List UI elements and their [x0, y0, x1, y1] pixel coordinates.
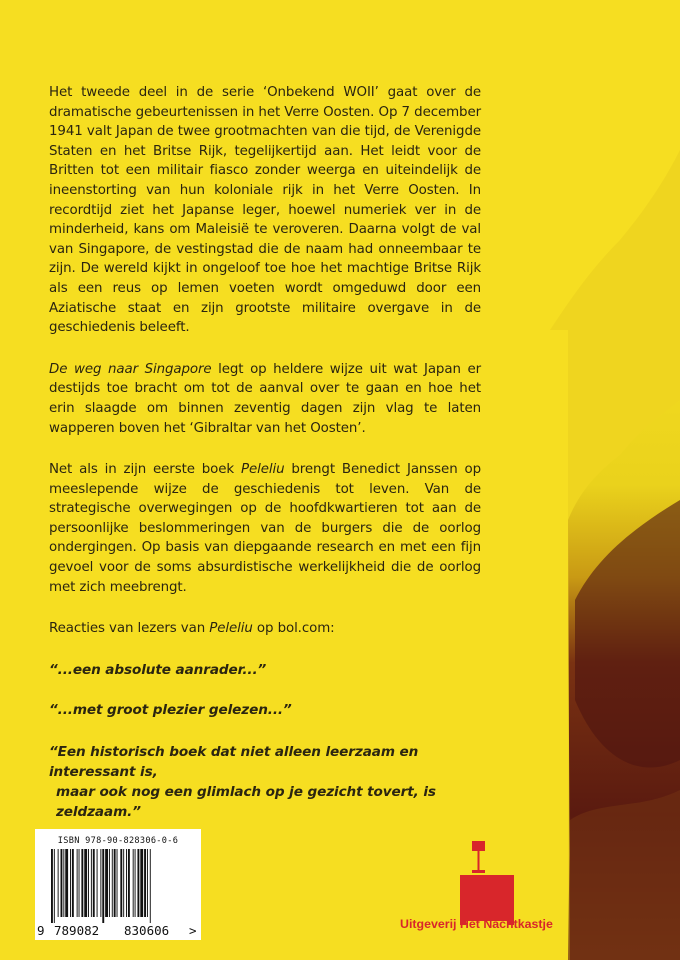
isbn-number: ISBN 978-90-828306-0-6: [57, 836, 179, 846]
quote-line: maar ook nog een glimlach op je gezicht tovert, is zeldzaam.”: [56, 784, 436, 821]
publisher-name: Uitgeverij Het Nachtkastje: [400, 917, 553, 931]
ean-group-2: 830606: [124, 923, 170, 938]
blurb: [49, 83, 481, 843]
review-quote-3: [49, 742, 481, 822]
ean-first-digit: 9: [37, 923, 45, 938]
isbn-barcode: [35, 829, 201, 940]
paragraph-text: Net als in zijn eerste boek: [49, 462, 241, 478]
reviews-intro: [49, 619, 481, 639]
reviews-intro-text: Reacties van lezers van: [49, 621, 210, 637]
book-title: Peleliu: [240, 462, 285, 478]
blurb-paragraph-1: Het tweede deel in de serie ‘Onbekend WOII’ gaat over de dramatische gebeurtenissen in het Verre Oosten. Op 7 december 1941 valt Japan de twee grootmachten van die tijd, de Verenigde Staten en het Britse Rijk, tegelijkertijd aan. Het leidt voor de Britten tot een militair fiasco zonder weerga en uiteindelijk de ineenstorting van hun koloniale rijk in het Verre Oosten. In recordtijd ziet het Japanse leger, hoewel numeriek ver in de minderheid, kans om Maleisië te veroveren. Daarna volgt de val van Singapore, de vestingstad die de naam had onneembaar te zijn. De wereld kijkt in ongeloof toe hoe het machtige Britse Rijk als een reus op lemen voeten wordt omgeduwd door een Aziatische staat en zijn grootste militaire overgave in de geschiedenis beleeft.: [49, 85, 481, 336]
book-title: Peleliu: [209, 621, 253, 637]
ean-group-1: 789082: [54, 923, 100, 938]
blurb-paragraph-2: [49, 360, 481, 438]
barcode-bars: [43, 849, 193, 923]
background-photo: [550, 0, 680, 960]
book-title: De weg naar Singapore: [49, 361, 212, 377]
nightstand-lamp-icon: [460, 841, 514, 925]
paragraph-text: brengt Benedict Janssen op meeslepende wijze de geschiedenis tot leven. Van de strategische overwegingen op de hoofdkwartieren tot aan de persoonlijke beslommeringen van de burgers die de oorlog ondergingen. Op basis van diepgaande research en met een fijn gevoel voor de soms absurdistische werkelijkheid die de oorlog met zich meebrengt.: [49, 462, 481, 595]
review-quote-2: “...met groot plezier gelezen...”: [49, 702, 292, 719]
paragraph-text: legt op heldere wijze uit wat Japan er destijds toe bracht om tot de aanval over te gaan en hoe het erin slaagde om binnen zeventig dagen zijn vlag te laten wapperen boven het ‘Gibraltar van het Oosten’.: [49, 361, 481, 436]
quote-line: “Een historisch boek dat niet alleen leerzaam en interessant is,: [49, 744, 419, 781]
ean-arrow: >: [189, 923, 197, 938]
review-quote-1: “...een absolute aanrader...”: [49, 661, 267, 678]
reviews-intro-text: op bol.com:: [252, 621, 335, 637]
blurb-paragraph-3: [49, 460, 481, 597]
